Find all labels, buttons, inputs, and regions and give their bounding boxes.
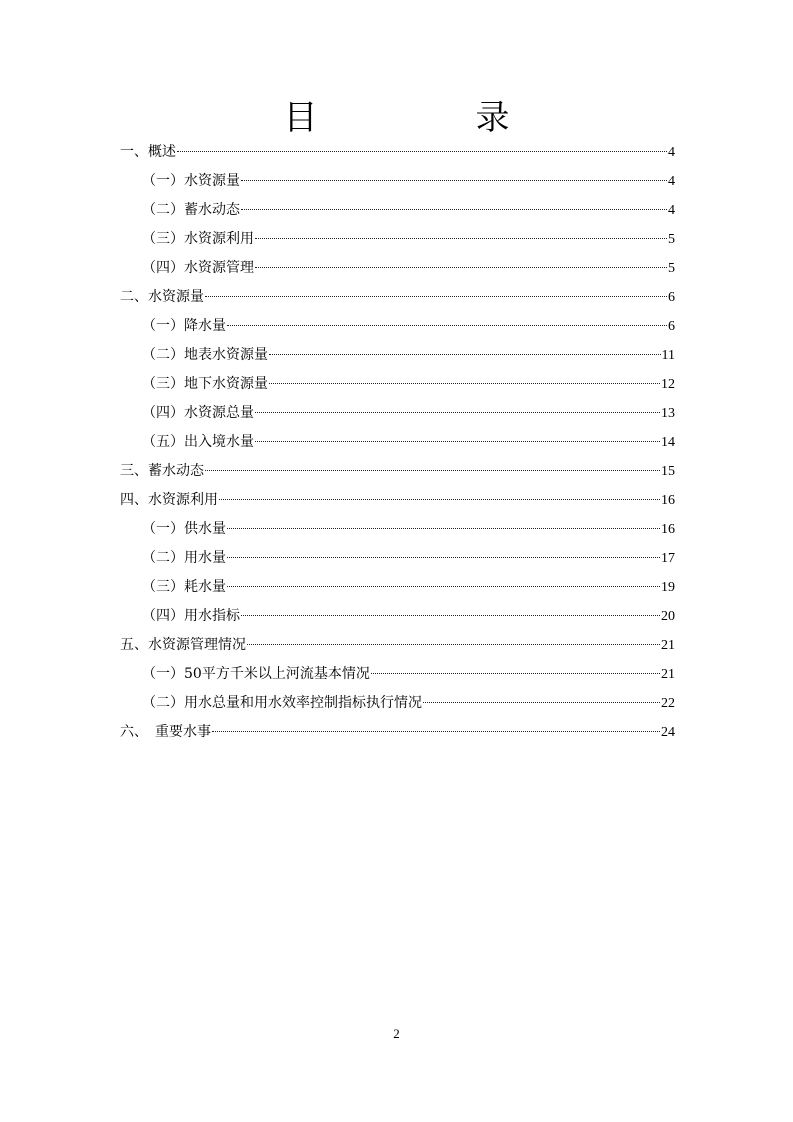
toc-entry-page: 14 (661, 435, 675, 450)
toc-entry-label: （四）水资源总量 (142, 405, 254, 421)
toc-entry[interactable] (120, 312, 675, 341)
toc-entry-label: 一、概述 (120, 144, 176, 160)
toc-entry-label: 四、水资源利用 (120, 492, 218, 508)
toc-entry-label: （二）蓄水动态 (142, 202, 240, 218)
toc-entry-label: （三）水资源利用 (142, 231, 254, 247)
toc-title: 目 录 (283, 98, 572, 138)
toc-entry[interactable] (120, 660, 675, 689)
toc-entry-page: 4 (668, 145, 675, 160)
toc-entry-page: 6 (668, 319, 675, 334)
toc-entry-page: 16 (661, 522, 675, 537)
toc-entry-label: （四）用水指标 (142, 608, 240, 624)
toc-entry[interactable] (120, 689, 675, 718)
toc-entry-page: 5 (668, 261, 675, 276)
toc-dot-leader (255, 267, 667, 268)
toc-dot-leader (219, 499, 660, 500)
toc-dot-leader (212, 731, 660, 732)
toc-entry-label: （四）水资源管理 (142, 260, 254, 276)
toc-entry[interactable] (120, 602, 675, 631)
toc-dot-leader (227, 557, 660, 558)
toc-entry[interactable] (120, 457, 675, 486)
toc-entry-page: 11 (661, 348, 675, 363)
toc-entry[interactable] (120, 196, 675, 225)
toc-entry[interactable] (120, 283, 675, 312)
toc-dot-leader (255, 238, 667, 239)
toc-dot-leader (205, 470, 660, 471)
toc-entry-label: （一）供水量 (142, 521, 226, 537)
toc-dot-leader (241, 209, 667, 210)
toc-entry-page: 15 (661, 464, 675, 479)
toc-entry[interactable] (120, 225, 675, 254)
toc-entry-page: 12 (661, 377, 675, 392)
toc-entry-label: 六、 重要水事 (120, 724, 211, 740)
toc-dot-leader (255, 412, 660, 413)
toc-entry[interactable] (120, 631, 675, 660)
toc-dot-leader (227, 325, 667, 326)
page-number: 2 (393, 1026, 400, 1041)
toc-dot-leader (269, 383, 660, 384)
toc-entry[interactable] (120, 573, 675, 602)
toc-entry-label: （一）水资源量 (142, 173, 240, 189)
toc-dot-leader (177, 151, 667, 152)
toc-entry[interactable] (120, 515, 675, 544)
toc-entry-label: （二）用水总量和用水效率控制指标执行情况 (142, 695, 422, 711)
toc-dot-leader (241, 180, 667, 181)
toc-entry[interactable] (120, 399, 675, 428)
toc-entry-label: 二、水资源量 (120, 289, 204, 305)
toc-entry[interactable] (120, 718, 675, 747)
toc-dot-leader (255, 441, 660, 442)
toc-entry[interactable] (120, 254, 675, 283)
toc-entry-page: 13 (661, 406, 675, 421)
toc-dot-leader (247, 644, 660, 645)
toc-entry-label: （五）出入境水量 (142, 434, 254, 450)
toc-entry-label: 三、蓄水动态 (120, 463, 204, 479)
toc-entry-label: （一）降水量 (142, 318, 226, 334)
toc-entry-page: 19 (661, 580, 675, 595)
toc-entry-page: 4 (668, 174, 675, 189)
toc-dot-leader (227, 528, 660, 529)
toc-entry[interactable] (120, 341, 675, 370)
toc-entry[interactable] (120, 544, 675, 573)
toc-dot-leader (241, 615, 660, 616)
toc-entry-page: 21 (661, 638, 675, 653)
table-of-contents (120, 138, 675, 747)
toc-entry-page: 20 (661, 609, 675, 624)
toc-entry-page: 5 (668, 232, 675, 247)
toc-dot-leader (269, 354, 661, 355)
toc-entry[interactable] (120, 428, 675, 457)
toc-entry-label: 五、水资源管理情况 (120, 637, 246, 653)
toc-entry[interactable] (120, 370, 675, 399)
toc-entry-label: （三）耗水量 (142, 579, 226, 595)
toc-entry-page: 4 (668, 203, 675, 218)
toc-entry-page: 17 (661, 551, 675, 566)
toc-entry-page: 24 (661, 725, 675, 740)
toc-entry-label: （二）地表水资源量 (142, 347, 268, 363)
toc-entry[interactable] (120, 138, 675, 167)
toc-entry-page: 22 (661, 696, 675, 711)
toc-entry-label: （一）50平方千米以上河流基本情况 (142, 666, 370, 682)
toc-entry[interactable] (120, 167, 675, 196)
toc-dot-leader (423, 702, 660, 703)
toc-entry[interactable] (120, 486, 675, 515)
toc-entry-page: 16 (661, 493, 675, 508)
toc-entry-page: 6 (668, 290, 675, 305)
toc-entry-label: （二）用水量 (142, 550, 226, 566)
toc-dot-leader (371, 673, 660, 674)
toc-dot-leader (227, 586, 660, 587)
toc-entry-label: （三）地下水资源量 (142, 376, 268, 392)
toc-dot-leader (205, 296, 667, 297)
toc-entry-page: 21 (661, 667, 675, 682)
